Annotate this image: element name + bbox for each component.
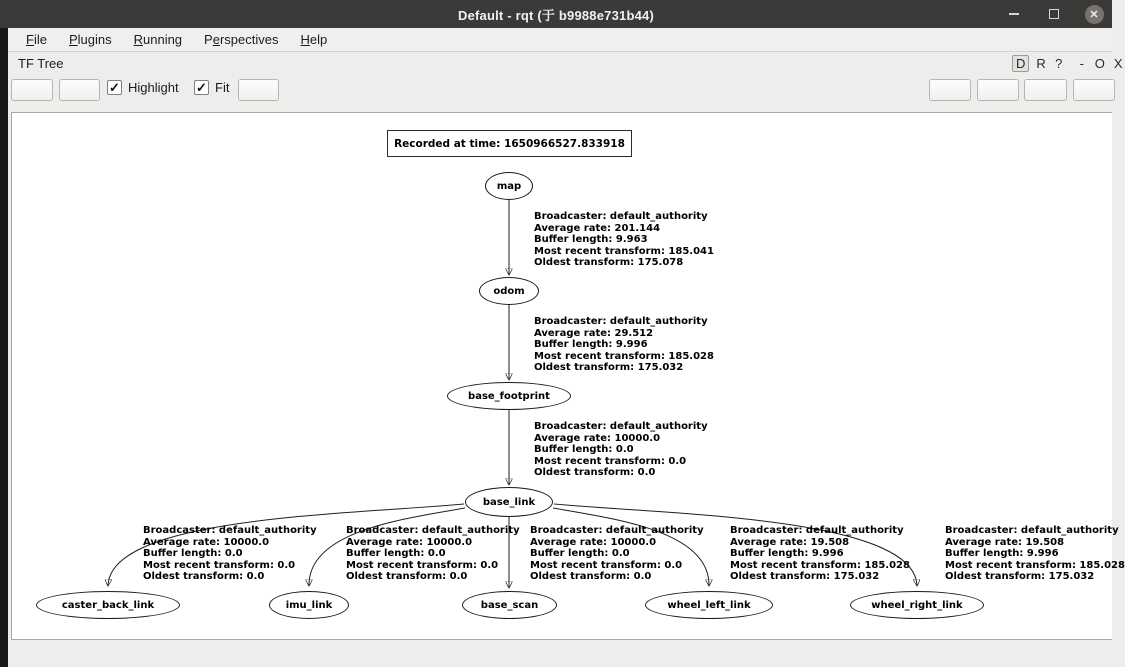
desktop-edge-strip	[0, 28, 8, 667]
edge-stat-line: Average rate: 201.144	[534, 222, 661, 234]
menu-file[interactable]: File	[26, 32, 47, 47]
tf-node-wheel_left_link: wheel_left_link	[645, 591, 773, 619]
minimize-button[interactable]	[1002, 2, 1026, 26]
window-controls	[1002, 0, 1106, 28]
minimize-icon	[1009, 13, 1019, 15]
menu-help[interactable]: Help	[300, 32, 328, 47]
edge-stat-line: Buffer length: 0.0	[143, 548, 243, 560]
edge-label-base_link-wheel_left_link	[730, 525, 910, 583]
tf-tree-canvas[interactable]	[11, 112, 1125, 640]
maximize-icon	[1049, 9, 1059, 19]
edge-stat-line: Average rate: 10000.0	[346, 536, 473, 548]
close-button[interactable]	[1082, 2, 1106, 26]
plugin-header	[8, 52, 1123, 75]
menu-running[interactable]: Running	[133, 32, 183, 47]
edge-stat-line: Average rate: 19.508	[945, 536, 1065, 548]
edge-label-map-odom	[534, 211, 714, 269]
titlebar	[0, 0, 1112, 28]
edge-label-odom-base_footprint	[534, 316, 714, 374]
edge-stat-line: Broadcaster: default_authority	[143, 525, 317, 536]
edge-stat-line: Broadcaster: default_authority	[945, 525, 1119, 536]
toolbar-right-button-2[interactable]	[977, 79, 1019, 101]
dock-button[interactable]: D	[1012, 55, 1029, 72]
tf-node-base_scan: base_scan	[462, 591, 557, 619]
recorded-time-box: Recorded at time: 1650966527.833918	[387, 130, 632, 157]
toolbar-right-button-3[interactable]	[1024, 79, 1067, 101]
edge-stat-line: Most recent transform: 185.028	[945, 559, 1125, 571]
maximize-button[interactable]	[1042, 2, 1066, 26]
edge-label-base_link-caster_back_link	[143, 525, 317, 583]
edge-label-base_footprint-base_link	[534, 421, 708, 479]
tf-node-caster_back_link: caster_back_link	[36, 591, 180, 619]
edge-stat-line: Most recent transform: 185.028	[730, 559, 910, 571]
edge-stat-line: Buffer length: 9.996	[730, 548, 844, 560]
edge-stat-line: Average rate: 29.512	[534, 327, 654, 339]
edge-stat-line: Oldest transform: 175.032	[730, 571, 880, 583]
menu-plugins[interactable]: Plugins	[68, 32, 112, 47]
edge-stat-line: Average rate: 19.508	[730, 536, 850, 548]
highlight-option	[107, 80, 179, 95]
tf-node-map: map	[485, 172, 533, 200]
plugin-titlebar-buttons	[1012, 55, 1125, 72]
toolbar-button-1[interactable]	[11, 79, 53, 101]
tf-node-wheel_right_link: wheel_right_link	[850, 591, 984, 619]
window-title: Default - rqt (于 b9988e731b44)	[457, 7, 654, 23]
edge-stat-line: Oldest transform: 175.032	[534, 362, 684, 374]
edge-label-base_link-imu_link	[346, 525, 520, 583]
edge-stat-line: Buffer length: 0.0	[530, 548, 630, 560]
edge-label-base_link-wheel_right_link	[945, 525, 1125, 583]
edge-stat-line: Oldest transform: 0.0	[530, 571, 652, 583]
tf-node-base_link: base_link	[465, 487, 553, 517]
tf-node-base_footprint: base_footprint	[447, 382, 571, 410]
toolbar-button-2[interactable]	[59, 79, 100, 101]
edge-stat-line: Most recent transform: 185.028	[534, 350, 714, 362]
edge-stat-line: Broadcaster: default_authority	[534, 211, 708, 222]
close-icon: ✕	[1085, 5, 1104, 24]
edge-stat-line: Average rate: 10000.0	[530, 536, 657, 548]
minimize-plugin-button[interactable]: -	[1079, 56, 1084, 71]
edge-stat-line: Average rate: 10000.0	[143, 536, 270, 548]
highlight-checkbox[interactable]	[107, 80, 122, 95]
tf-node-odom: odom	[479, 277, 539, 305]
edge-stat-line: Most recent transform: 0.0	[534, 455, 687, 467]
edge-stat-line: Most recent transform: 0.0	[346, 559, 499, 571]
reload-button[interactable]: R	[1036, 56, 1046, 71]
edge-stat-line: Oldest transform: 0.0	[346, 571, 468, 583]
edge-label-base_link-base_scan	[530, 525, 704, 583]
edge-stat-line: Buffer length: 9.996	[945, 548, 1059, 560]
toolbar-right-button-4[interactable]	[1073, 79, 1115, 101]
edge-stat-line: Buffer length: 0.0	[346, 548, 446, 560]
help-button[interactable]: ?	[1055, 56, 1063, 71]
toolbar-button-3[interactable]	[238, 79, 279, 101]
edge-stat-line: Buffer length: 9.963	[534, 234, 648, 246]
fit-label: Fit	[215, 80, 230, 95]
menubar	[8, 28, 1112, 52]
close-plugin-button[interactable]: X	[1113, 56, 1123, 71]
detach-button[interactable]: O	[1094, 56, 1105, 71]
edge-stat-line: Broadcaster: default_authority	[534, 316, 708, 327]
check-icon: ✓	[196, 79, 207, 95]
edge-stat-line: Buffer length: 9.996	[534, 339, 648, 351]
plugin-title: TF Tree	[18, 56, 64, 71]
menu-perspectives[interactable]: Perspectives	[204, 32, 279, 47]
edge-stat-line: Oldest transform: 0.0	[534, 467, 656, 479]
edge-stat-line: Most recent transform: 0.0	[530, 559, 683, 571]
fit-checkbox[interactable]	[194, 80, 209, 95]
plugin-toolbar	[8, 75, 1112, 112]
edge-stat-line: Buffer length: 0.0	[534, 444, 634, 456]
tf-node-imu_link: imu_link	[269, 591, 349, 619]
edge-stat-line: Oldest transform: 0.0	[143, 571, 265, 583]
fit-option	[194, 80, 229, 95]
highlight-label: Highlight	[128, 80, 179, 95]
edge-stat-line: Oldest transform: 175.032	[945, 571, 1095, 583]
edge-stat-line: Most recent transform: 185.041	[534, 245, 714, 257]
edge-stat-line: Broadcaster: default_authority	[730, 525, 904, 536]
toolbar-right-button-1[interactable]	[929, 79, 971, 101]
edge-stat-line: Average rate: 10000.0	[534, 432, 661, 444]
edge-stat-line: Most recent transform: 0.0	[143, 559, 296, 571]
edge-stat-line: Broadcaster: default_authority	[534, 421, 708, 432]
check-icon: ✓	[109, 79, 120, 95]
edge-stat-line: Broadcaster: default_authority	[346, 525, 520, 536]
edge-stat-line: Oldest transform: 175.078	[534, 257, 684, 269]
edge-stat-line: Broadcaster: default_authority	[530, 525, 704, 536]
